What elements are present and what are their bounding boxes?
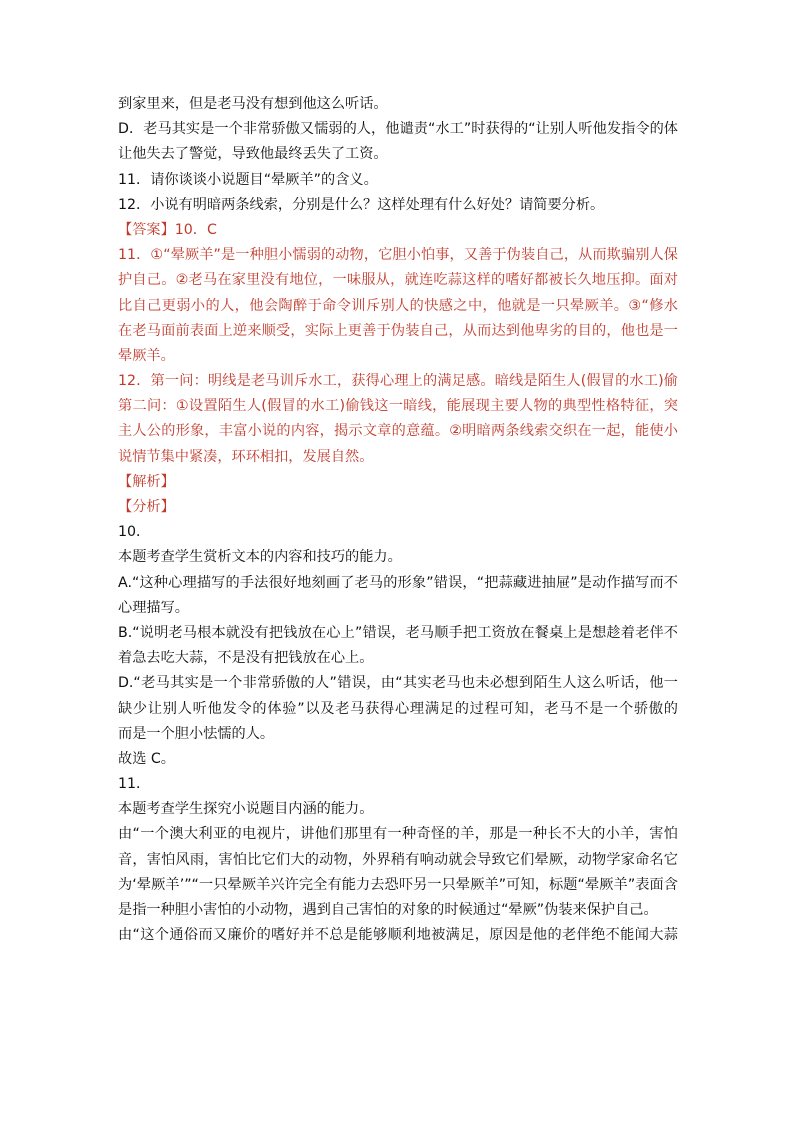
analysis-11-heading: 11． — [118, 776, 151, 793]
answer-label: 【答案】10．C — [118, 221, 217, 238]
analysis-10-d-line-1: D.“老马其实是一个非常骄傲的人”错误，由“其实老马也未必想到陌生人这么听话，他一 — [118, 675, 678, 692]
analysis-11-line-1: 由“一个澳大利亚的电视片，讲他们那里有一种奇怪的羊，那是一种长不大的小羊，害怕 — [118, 826, 678, 843]
answer-11-line-3: 比自己更弱小的人，他会陶醉于命令训斥别人的快感之中，他就是一只晕厥羊。③“修水 — [118, 297, 678, 314]
analysis-10-a-line-2: 心理描写。 — [118, 599, 189, 616]
answer-12-line-2: 第二问：①设置陌生人(假冒的水工)偷钱这一暗线，能展现主要人物的典型性格特征，突 — [118, 398, 678, 415]
document-page — [118, 92, 678, 948]
analysis-11-intro: 本题考查学生探究小说题目内涵的能力。 — [118, 801, 374, 818]
analysis-10-heading: 10． — [118, 524, 151, 541]
question-12: 12．小说有明暗两条线索，分别是什么？这样处理有什么好处？请简要分析。 — [118, 196, 605, 213]
analysis-11-line-5: 由“这个通俗而又廉价的嗜好并不总是能够顺利地被满足，原因是他的老伴绝不能闻大蒜 — [118, 927, 678, 944]
fenxi-label: 【分析】 — [118, 499, 175, 515]
answer-12-line-4: 说情节集中紧凑，环环相扣，发展自然。 — [118, 448, 374, 465]
analysis-10-choice: 故选 C。 — [118, 750, 175, 767]
answer-12-line-1: 12．第一问：明线是老马训斥水工，获得心理上的满足感。暗线是陌生人(假冒的水工)偷 — [118, 373, 678, 390]
question-option-d: D．老马其实是一个非常骄傲又懦弱的人，他谴责“水工”时获得的“让别人听他发指令的体 — [118, 121, 678, 138]
question-option-d-cont: 让他失去了警觉，导致他最终丢失了工资。 — [118, 146, 388, 163]
analysis-10-intro: 本题考查学生赏析文本的内容和技巧的能力。 — [118, 549, 402, 566]
answer-11-line-5: 晕厥羊。 — [118, 347, 175, 364]
analysis-11-line-4: 是指一种胆小害怕的小动物，遇到自己害怕的对象的时候通过“晕厥”伪装来保护自己。 — [118, 902, 658, 918]
analysis-10-b-line-2: 着急去吃大蒜，不是没有把钱放在心上。 — [118, 650, 374, 667]
answer-11-line-1: 11．①“晕厥羊”是一种胆小懦弱的动物，它胆小怕事，又善于伪装自己，从而欺骗别人保 — [118, 247, 678, 264]
analysis-label: 【解析】 — [118, 473, 175, 490]
analysis-11-line-2: 音，害怕风雨，害怕比它们大的动物，外界稍有响动就会导致它们晕厥，动物学家命名它 — [118, 851, 678, 868]
analysis-11-line-3: 为‘晕厥羊’”“一只晕厥羊兴许完全有能力去恐吓另一只晕厥羊”可知，标题“晕厥羊”表面含 — [118, 876, 678, 893]
answer-11-line-2: 护自己。②老马在家里没有地位，一味服从，就连吃蒜这样的嗜好都被长久地压抑。面对 — [118, 272, 678, 289]
answer-11-line-4: 在老马面前表面上逆来顺受，实际上更善于伪装自己，从而达到他卑劣的目的，他也是一 — [118, 322, 678, 339]
analysis-10-d-line-2: 缺少让别人听他发令的体验”以及老马获得心理满足的过程可知，老马不是一个骄傲的 — [118, 700, 678, 717]
analysis-10-d-line-3: 而是一个胆小怯懦的人。 — [118, 725, 275, 742]
question-option-c-cont: 到家里来，但是老马没有想到他这么听话。 — [118, 96, 388, 112]
question-11: 11．请你谈谈小说题目“晕厥羊”的含义。 — [118, 171, 378, 188]
analysis-10-a-line-1: A.“这种心理描写的手法很好地刻画了老马的形象”错误，“把蒜藏进抽屉”是动作描写而不 — [118, 574, 678, 591]
analysis-10-b-line-1: B.“说明老马根本就没有把钱放在心上”错误，老马顺手把工资放在餐桌上是想趁着老伴不 — [118, 624, 678, 641]
answer-12-line-3: 主人公的形象，丰富小说的内容，揭示文章的意蕴。②明暗两条线索交织在一起，能使小 — [118, 423, 678, 440]
